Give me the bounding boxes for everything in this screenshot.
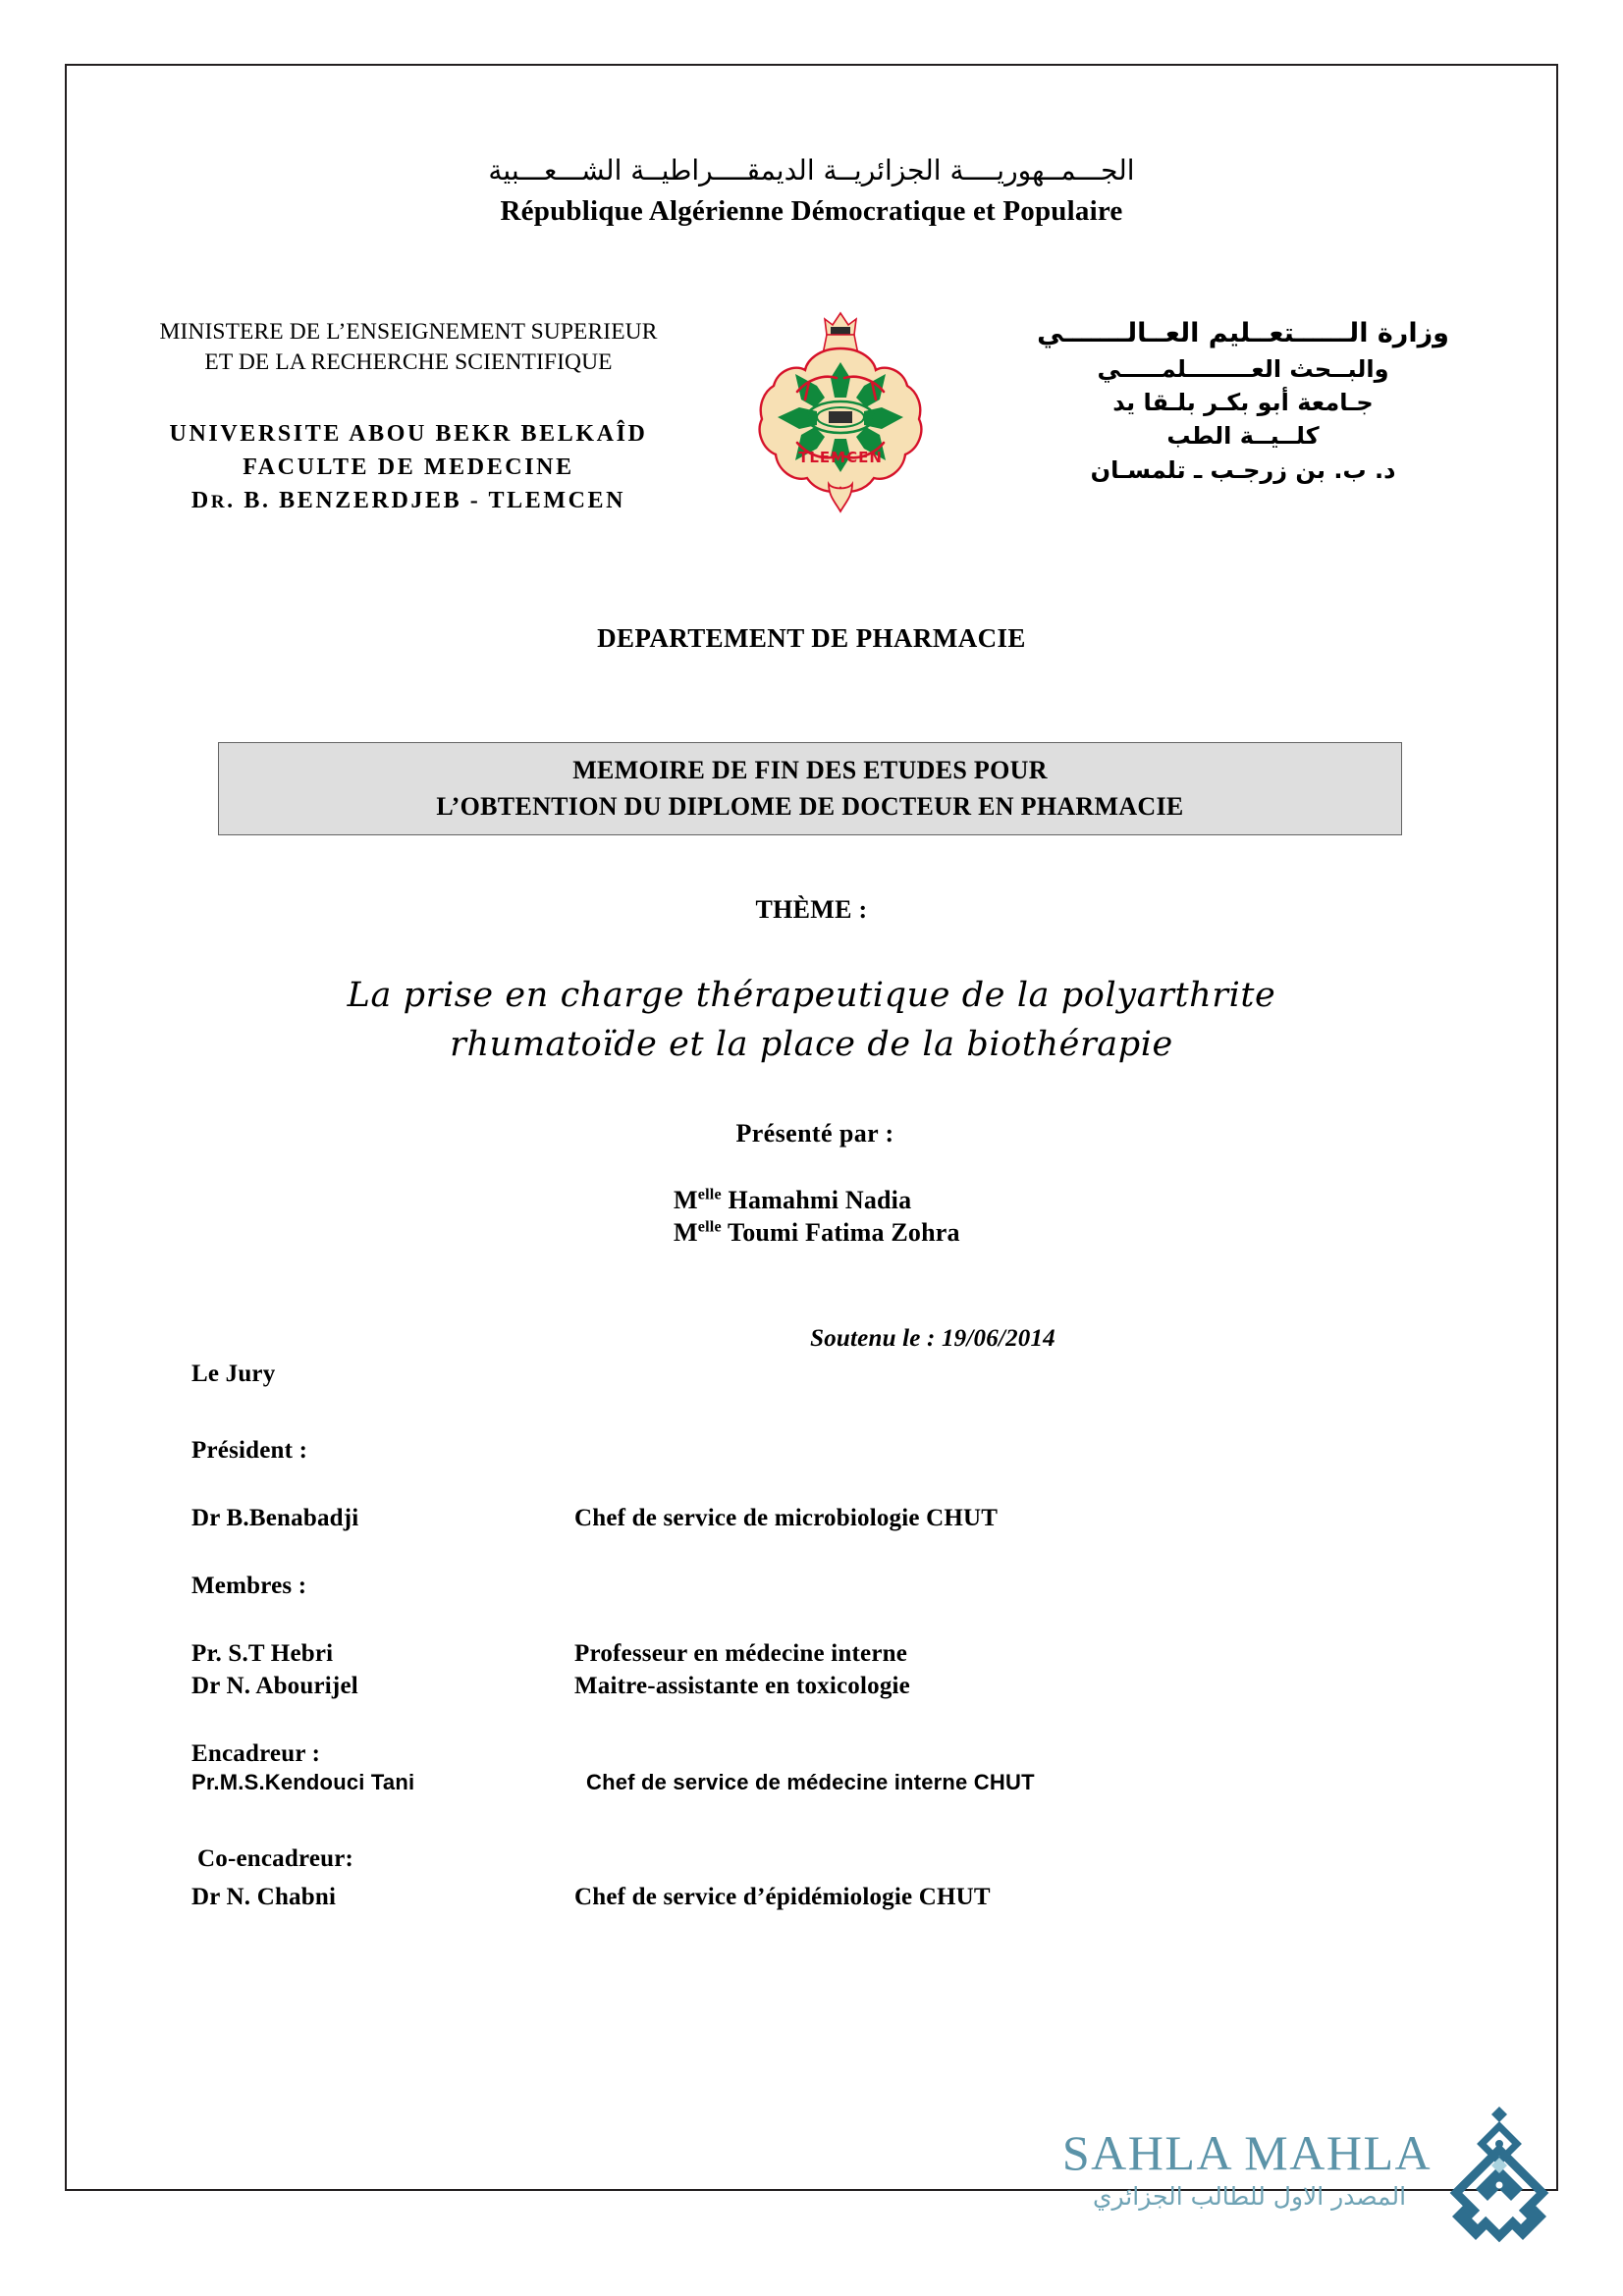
spacer [191, 1535, 1468, 1573]
author-honorific: M [674, 1218, 698, 1248]
jury-row [191, 1881, 1468, 1914]
sahla-mahla-watermark [1055, 2101, 1556, 2258]
jury-co-encadreur-label: Co-encadreur: [197, 1844, 354, 1872]
jury-member-role: Maitre-assistante en toxicologie [574, 1673, 910, 1699]
university-line-3 [94, 484, 723, 517]
arabic-institution-line-4: كلــيــة الطب [1166, 422, 1320, 451]
spacer [191, 1600, 1468, 1637]
jury-row [191, 1502, 1468, 1535]
spacer [191, 1388, 1468, 1437]
ministry-block [94, 317, 723, 379]
jury-member-name: Dr B.Benabadji [191, 1505, 359, 1531]
memoire-line-2: L’OBTENTION DU DIPLOME DE DOCTEUR EN PHARMACIE [436, 791, 1184, 821]
jury-president-label: Président : [191, 1437, 308, 1464]
jury-member-role: Professeur en médecine interne [574, 1639, 908, 1667]
thesis-title-line-1: La prise en charge thérapeutique de la polyarthrite [347, 976, 1276, 1015]
thesis-title-line-2: rhumatoïde et la place de la biothérapie [450, 1024, 1173, 1064]
arabic-institution-block [953, 315, 1533, 487]
jury-encadreur-label: Encadreur : [191, 1739, 321, 1767]
jury-member-name: Dr N. Chabni [191, 1883, 337, 1910]
ministry-line-2: ET DE LA RECHERCHE SCIENTIFIQUE [204, 349, 613, 376]
presented-by-label: Présenté par : [735, 1119, 894, 1148]
thesis-title [196, 972, 1427, 1069]
university-line-3-small-r: R [210, 492, 228, 513]
spacer [191, 1796, 1468, 1845]
jury-member-name: Pr.M.S.Kendouci Tani [191, 1769, 415, 1794]
jury-member-role: Chef de service d’épidémiologie CHUT [574, 1883, 991, 1910]
watermark-ornament-icon [1421, 2101, 1578, 2258]
jury-title: Le Jury [191, 1361, 276, 1387]
sahla-mahla-diamond-icon [1421, 2101, 1578, 2258]
memoire-line-1: MEMOIRE DE FIN DES ETUDES POUR [572, 755, 1048, 784]
author-name: Toumi Fatima Zohra [728, 1218, 960, 1248]
jury-row [191, 1768, 1468, 1796]
spacer [191, 1873, 1468, 1881]
jury-row [191, 1670, 1468, 1703]
jury-row [191, 1637, 1468, 1671]
author-row [674, 1216, 960, 1249]
national-header [65, 152, 1558, 228]
author-honorific-suffix: elle [697, 1186, 722, 1203]
spacer [191, 1465, 1468, 1502]
defense-date: Soutenu le : 19/06/2014 [810, 1325, 1055, 1352]
republic-arabic-text: الجـــمــهوريــــة الجزائريــة الديمقــــراطيــة الشـــعـــبية [488, 154, 1135, 187]
author-row [674, 1184, 960, 1216]
jury-member-role: Chef de service de médecine interne CHUT [586, 1769, 1035, 1794]
ministry-line-1: MINISTERE DE L’ENSEIGNEMENT SUPERIEUR [159, 319, 658, 345]
authors-list [674, 1184, 960, 1250]
institution-band [65, 309, 1558, 545]
watermark-tagline: المصدر الاول للطالب الجزائري [1092, 2182, 1407, 2211]
university-line-2: FACULTE DE MEDECINE [243, 454, 574, 481]
author-honorific: M [674, 1186, 698, 1214]
university-logo [752, 309, 929, 515]
jury-members-label: Membres : [191, 1572, 307, 1599]
university-line-3-rest: . B. BENZERDJEB - TLEMCEN [227, 488, 626, 514]
department-title: DEPARTEMENT DE PHARMACIE [597, 623, 1026, 653]
jury-section [191, 1361, 1468, 1913]
university-block [94, 417, 723, 517]
university-line-1: UNIVERSITE ABOU BEKR BELKAÎD [169, 421, 648, 447]
memoire-box [218, 742, 1402, 835]
spacer [191, 1703, 1468, 1740]
svg-text:TLEMCEN: TLEMCEN [798, 449, 883, 466]
republic-french-text: République Algérienne Démocratique et Populaire [500, 194, 1123, 227]
jury-member-role: Chef de service de microbiologie CHUT [574, 1505, 999, 1531]
arabic-institution-line-3: جـامعة أبو بكـر بلـقا يد [1112, 389, 1374, 417]
author-name: Hamahmi Nadia [728, 1186, 912, 1214]
author-honorific-suffix: elle [697, 1218, 722, 1236]
jury-member-name: Pr. S.T Hebri [191, 1639, 334, 1667]
university-seal-icon [752, 309, 929, 515]
watermark-wordmark: SAHLA MAHLA [1061, 2125, 1433, 2180]
arabic-institution-line-2: والبــحث العــــــــلمـــــي [1097, 355, 1389, 384]
arabic-institution-line-5: د. ب. بن زرجـب ـ تلمسـان [1090, 455, 1396, 484]
theme-label: THÈME : [755, 895, 868, 924]
jury-member-name: Dr N. Abourijel [191, 1673, 358, 1699]
university-line-3-prefix: D [190, 488, 211, 514]
arabic-institution-line-1: وزارة الــــــتعــليم العــالـــــــي [1037, 318, 1449, 348]
